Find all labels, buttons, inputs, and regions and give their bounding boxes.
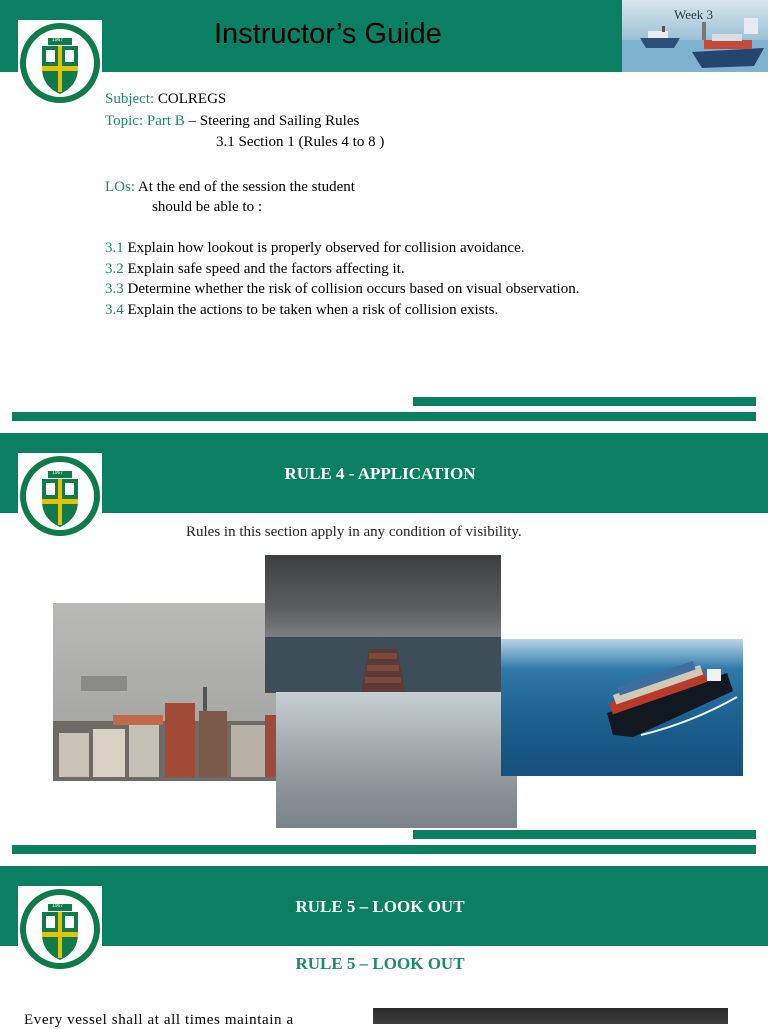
objective-item [105, 261, 405, 278]
footer-bar-long [12, 412, 756, 421]
topic-label: Topic: [105, 113, 144, 129]
objective-item [105, 281, 579, 298]
logo-year: 1967 [52, 903, 64, 909]
los-label: LOs: [105, 179, 135, 195]
topic-part: Part B [146, 113, 185, 129]
subject-line [105, 91, 226, 108]
objective-number: 3.1 [105, 240, 124, 256]
objective-text: Explain safe speed and the factors affecting it. [123, 261, 405, 277]
slide3-heading: RULE 5 – LOOK OUT [295, 954, 465, 973]
week-label: Week 3 [674, 7, 714, 22]
logo-year: 1967 [52, 470, 64, 476]
los-text-1: At the end of the session the student [135, 179, 355, 195]
objective-text: Determine whether the risk of collision occurs based on visual observation. [123, 281, 580, 297]
photo-container-ship-at-sea [501, 639, 743, 776]
photo-calm-sea [276, 692, 517, 828]
footer-bar-short [413, 397, 756, 406]
topic-line [105, 113, 359, 130]
footer-bar-short [413, 830, 756, 839]
objective-text: Explain the actions to be taken when a risk of collision exists. [123, 302, 499, 318]
university-logo [18, 453, 102, 539]
photo-storm-over-ship [265, 555, 501, 693]
slide2-title: RULE 4 - APPLICATION [284, 464, 476, 483]
objective-item [105, 240, 525, 257]
photo-foggy-container-ship [53, 603, 289, 781]
los-text-2: should be able to : [152, 199, 262, 215]
topic-section: 3.1 Section 1 (Rules 4 to 8 ) [216, 134, 385, 150]
slide3-title: RULE 5 – LOOK OUT [295, 897, 465, 916]
objective-item [105, 302, 498, 319]
slide1-title: Instructor’s Guide [214, 18, 442, 50]
objective-number: 3.2 [105, 261, 124, 277]
slide2-subtitle: Rules in this section apply in any condition of visibility. [186, 524, 522, 540]
subject-label: Subject: [105, 91, 155, 107]
university-logo [18, 20, 102, 106]
objective-number: 3.4 [105, 302, 124, 318]
logo-year: 1967 [52, 37, 64, 43]
slide3-body: Every vessel shall at all times maintain a [24, 1012, 294, 1028]
university-logo [18, 886, 102, 972]
photo-lookout [373, 1008, 728, 1024]
los-line [105, 179, 355, 196]
objective-number: 3.3 [105, 281, 124, 297]
footer-bar-long [12, 845, 756, 854]
objective-text: Explain how lookout is properly observed for collision avoidance. [123, 240, 525, 256]
topic-text: – Steering and Sailing Rules [184, 113, 360, 129]
subject-value: COLREGS [157, 91, 227, 107]
